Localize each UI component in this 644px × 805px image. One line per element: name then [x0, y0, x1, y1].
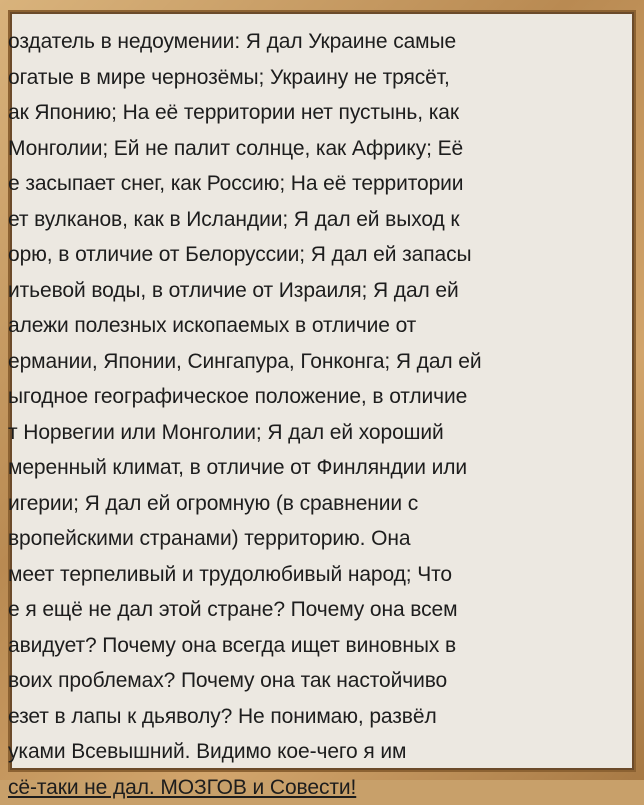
text-line: е засыпает снег, как Россию; На её территории: [8, 166, 612, 202]
text-line: е я ещё не дал этой стране? Почему она всем: [8, 592, 612, 628]
text-line: ыгодное географическое положение, в отличие: [8, 379, 612, 415]
text-line: орю, в отличие от Белоруссии; Я дал ей запасы: [8, 237, 612, 273]
text-body: [8, 24, 612, 805]
text-line: меренный климат, в отличие от Финляндии или: [8, 450, 612, 486]
text-line: меет терпеливый и трудолюбивый народ; Что: [8, 557, 612, 593]
text-line: Монголии; Ей не палит солнце, как Африку; Её: [8, 131, 612, 167]
frame-border: [8, 10, 636, 772]
text-line: огатые в мире чернозёмы; Украину не трясёт,: [8, 60, 612, 96]
text-line: ет вулканов, как в Исландии; Я дал ей выход к: [8, 202, 612, 238]
text-line: уками Всевышний. Видимо кое-чего я им: [8, 734, 612, 770]
text-line: игерии; Я дал ей огромную (в сравнении с: [8, 486, 612, 522]
text-line: ак Японию; На её территории нет пустынь, как: [8, 95, 612, 131]
text-line: авидует? Почему она всегда ищет виновных в: [8, 628, 612, 664]
text-line: воих проблемах? Почему она так настойчиво: [8, 663, 612, 699]
text-line: итьевой воды, в отличие от Израиля; Я дал ей: [8, 273, 612, 309]
text-line: ермании, Японии, Сингапура, Гонконга; Я дал ей: [8, 344, 612, 380]
text-page: [12, 14, 632, 768]
text-line: алежи полезных ископаемых в отличие от: [8, 308, 612, 344]
text-line: т Норвегии или Монголии; Я дал ей хороший: [8, 415, 612, 451]
text-line: вропейскими странами) территорию. Она: [8, 521, 612, 557]
text-line-last: сё-таки не дал. МОЗГОВ и Совести!: [8, 770, 612, 805]
text-line: езет в лапы к дьяволу? Не понимаю, развёл: [8, 699, 612, 735]
text-line: оздатель в недоумении: Я дал Украине самые: [8, 24, 612, 60]
